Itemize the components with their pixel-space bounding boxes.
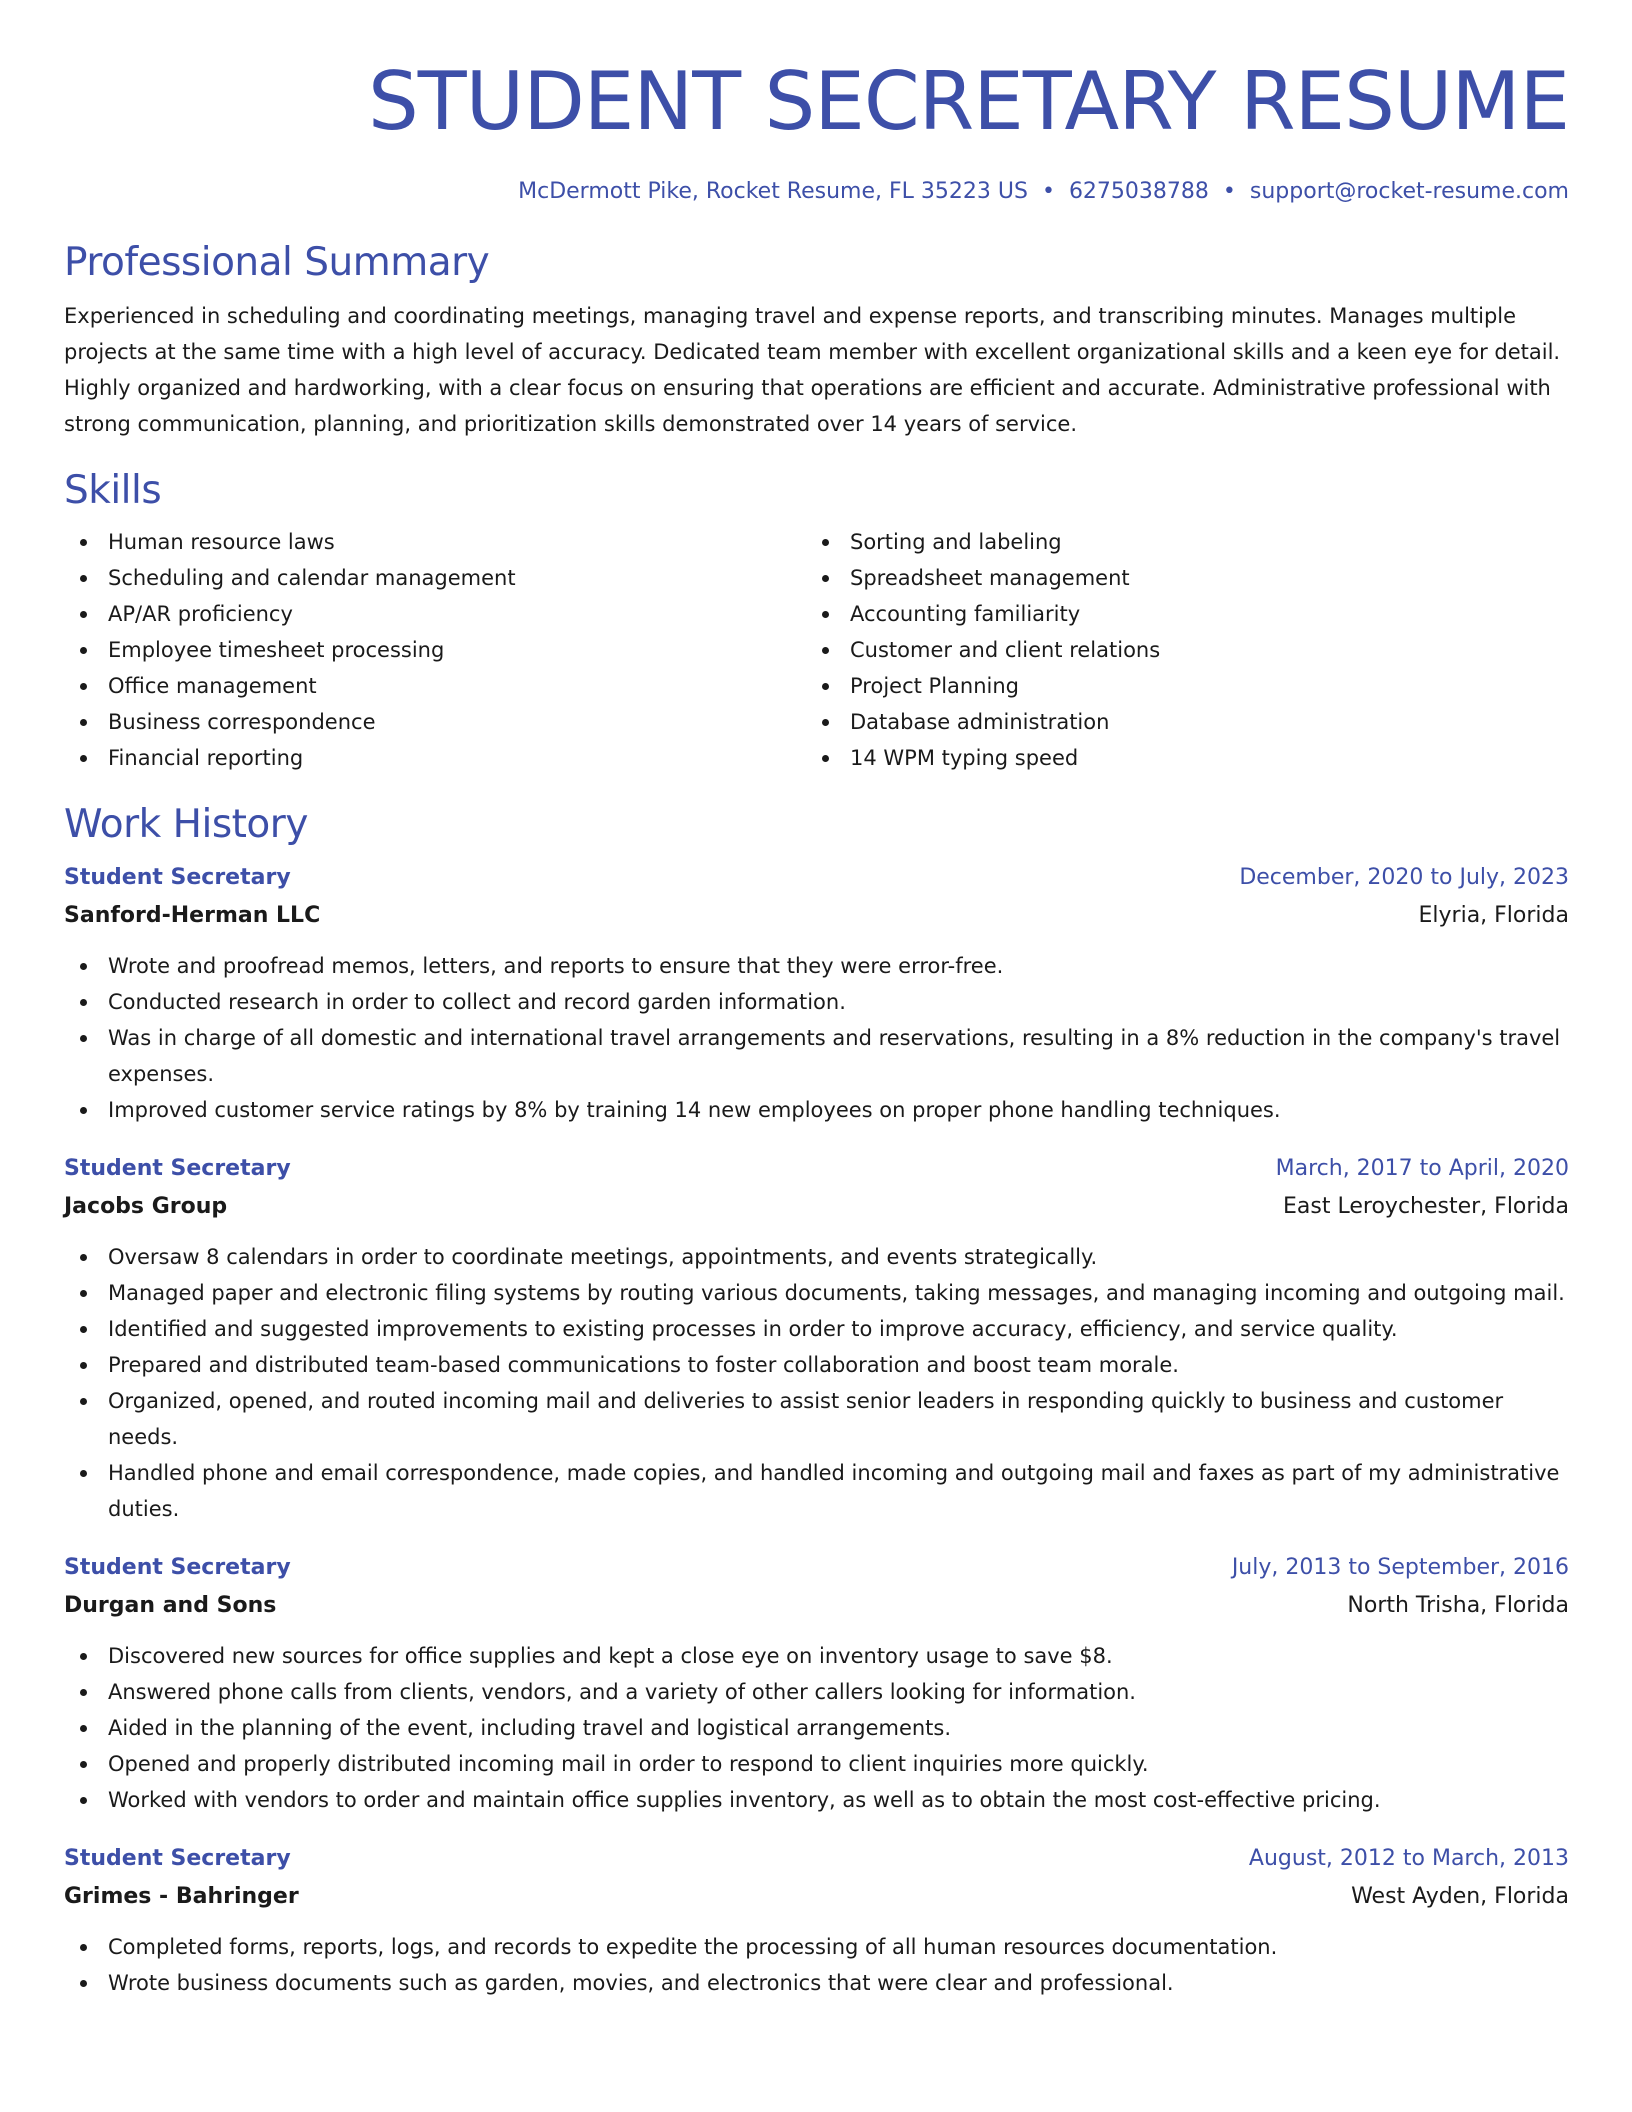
section-title-summary: Professional Summary	[64, 240, 490, 285]
job-company: Sanford-Herman LLC	[64, 903, 321, 928]
job-bullets	[64, 1638, 1569, 1818]
job-bullet: Oversaw 8 calendars in order to coordinate meetings, appointments, and events strategically.	[64, 1239, 1569, 1275]
skills-column-left	[64, 524, 806, 776]
resume-name: STUDENT SECRETARY RESUME	[368, 55, 1569, 148]
section-title-skills: Skills	[64, 468, 162, 513]
job-title: Student Secretary	[64, 1555, 291, 1580]
skill-item: Project Planning	[806, 668, 1548, 704]
section-title-work-history: Work History	[64, 802, 308, 847]
job-bullet: Discovered new sources for office supplies and kept a close eye on inventory usage to save $8.	[64, 1638, 1569, 1674]
job-bullet: Completed forms, reports, logs, and records to expedite the processing of all human resources documentation.	[64, 1929, 1569, 1965]
skill-item: Employee timesheet processing	[64, 632, 806, 668]
job-bullet: Opened and properly distributed incoming mail in order to respond to client inquiries more quickly.	[64, 1746, 1569, 1782]
job-title: Student Secretary	[64, 865, 291, 890]
skills-list	[64, 524, 1569, 776]
job-bullet: Worked with vendors to order and maintain office supplies inventory, as well as to obtain the most cost-effective pricing.	[64, 1782, 1569, 1818]
job-bullet: Wrote and proofread memos, letters, and reports to ensure that they were error-free.	[64, 948, 1569, 984]
job-company: Jacobs Group	[64, 1194, 228, 1219]
contact-separator: •	[1222, 179, 1236, 204]
skill-item: Financial reporting	[64, 740, 806, 776]
job-bullet: Was in charge of all domestic and international travel arrangements and reservations, resulting in a 8% reduction in the company's travel expenses.	[64, 1020, 1569, 1092]
skill-item: Sorting and labeling	[806, 524, 1548, 560]
skill-item: Customer and client relations	[806, 632, 1548, 668]
skills-column-right	[806, 524, 1548, 776]
job-header	[64, 1151, 1569, 1187]
job-title: Student Secretary	[64, 1156, 291, 1181]
job-entry	[64, 860, 1569, 1128]
skill-item: Business correspondence	[64, 704, 806, 740]
job-subheader	[64, 1879, 1569, 1915]
skill-item: 14 WPM typing speed	[806, 740, 1548, 776]
job-header	[64, 860, 1569, 896]
job-bullet: Managed paper and electronic filing systems by routing various documents, taking messages, and managing incoming and outgoing mail.	[64, 1275, 1569, 1311]
job-title: Student Secretary	[64, 1846, 291, 1871]
contact-email: support@rocket-resume.com	[1249, 179, 1569, 204]
job-header	[64, 1841, 1569, 1877]
job-bullets	[64, 948, 1569, 1128]
contact-address: McDermott Pike, Rocket Resume, FL 35223 US	[518, 179, 1028, 204]
job-company: Durgan and Sons	[64, 1593, 277, 1618]
contact-separator: •	[1041, 179, 1055, 204]
job-bullet: Improved customer service ratings by 8% by training 14 new employees on proper phone handling techniques.	[64, 1092, 1569, 1128]
skill-item: Database administration	[806, 704, 1548, 740]
skill-item: Accounting familiarity	[806, 596, 1548, 632]
skill-item: Human resource laws	[64, 524, 806, 560]
job-header	[64, 1550, 1569, 1586]
job-bullet: Identified and suggested improvements to existing processes in order to improve accuracy, efficiency, and service quality.	[64, 1311, 1569, 1347]
job-bullet: Aided in the planning of the event, including travel and logistical arrangements.	[64, 1710, 1569, 1746]
job-bullet: Wrote business documents such as garden, movies, and electronics that were clear and professional.	[64, 1965, 1569, 2001]
skill-item: Office management	[64, 668, 806, 704]
job-entry	[64, 1151, 1569, 1527]
skill-item: AP/AR proficiency	[64, 596, 806, 632]
job-location: East Leroychester, Florida	[1283, 1194, 1569, 1219]
job-subheader	[64, 898, 1569, 934]
job-entry	[64, 1841, 1569, 2001]
job-location: North Trisha, Florida	[1347, 1593, 1569, 1618]
job-bullet: Conducted research in order to collect and record garden information.	[64, 984, 1569, 1020]
summary-text: Experienced in scheduling and coordinating meetings, managing travel and expense reports, and transcribing minutes. Manages multiple projects at the same time with a high level of accuracy. Dedicated team member with excellent organizational skills and a keen eye for detail. Highly organized and hardworking, with a clear focus on ensuring that operations are efficient and accurate. Administrative professional with strong communication, planning, and prioritization skills demonstrated over 14 years of service.	[64, 304, 1561, 436]
skill-item: Spreadsheet management	[806, 560, 1548, 596]
job-dates: July, 2013 to September, 2016	[1231, 1555, 1569, 1580]
job-dates: March, 2017 to April, 2020	[1275, 1156, 1569, 1181]
job-company: Grimes - Bahringer	[64, 1884, 299, 1909]
job-bullets	[64, 1239, 1569, 1527]
job-entry	[64, 1550, 1569, 1818]
job-location: Elyria, Florida	[1418, 903, 1569, 928]
job-bullets	[64, 1929, 1569, 2001]
contact-phone: 6275038788	[1068, 179, 1209, 204]
job-subheader	[64, 1189, 1569, 1225]
job-bullet: Prepared and distributed team-based communications to foster collaboration and boost team morale.	[64, 1347, 1569, 1383]
job-dates: December, 2020 to July, 2023	[1239, 865, 1569, 890]
job-subheader	[64, 1588, 1569, 1624]
job-bullet: Answered phone calls from clients, vendors, and a variety of other callers looking for information.	[64, 1674, 1569, 1710]
resume-header	[64, 52, 1569, 207]
contact-line	[64, 177, 1569, 207]
job-location: West Ayden, Florida	[1351, 1884, 1569, 1909]
job-bullet: Handled phone and email correspondence, made copies, and handled incoming and outgoing mail and faxes as part of my administrative duties.	[64, 1455, 1569, 1527]
job-bullet: Organized, opened, and routed incoming mail and deliveries to assist senior leaders in responding quickly to business and customer needs.	[64, 1383, 1569, 1455]
skill-item: Scheduling and calendar management	[64, 560, 806, 596]
job-dates: August, 2012 to March, 2013	[1248, 1846, 1569, 1871]
